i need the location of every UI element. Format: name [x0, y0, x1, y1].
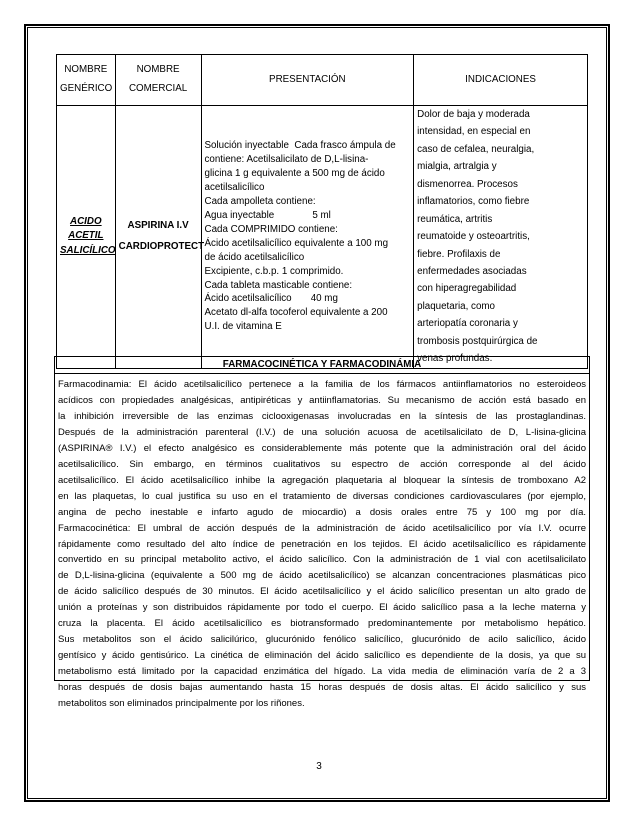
pharmacology-line: de ácido salicílico después de 30 minutos. El ácido acetilsalicílico y el ácido salicílico presentan un alto grado de	[58, 586, 586, 598]
presentation-line: Excipiente, c.b.p. 1 comprimido.	[204, 265, 344, 277]
pharmacology-line: Después de la administración parenteral (I.V.) de una solución acuosa de acetilsalicilato de D, L-lisina-glicina	[58, 426, 586, 438]
page-number: 3	[316, 761, 322, 772]
pharmacology-line: la inhibición irreversible de las enzimas ciclooxigenasas involucradas en la síntesis de las prostaglandinas.	[58, 410, 586, 422]
indications-line: trombosis postquirúrgica de	[417, 335, 538, 347]
pharmacology-section	[54, 356, 590, 710]
indications-line: inflamatorios, como fiebre	[417, 196, 530, 208]
pharmacology-line: rápidamente como resultado del alto índice de penetración en los tejidos. El ácido acetilsalicílico es rápidamente	[58, 538, 586, 550]
header-commercial-line-1: NOMBRE	[136, 64, 180, 76]
indications-line: intensidad, en especial en	[417, 126, 531, 138]
presentation-line: U.I. de vitamina E	[204, 321, 282, 333]
generic-name-line-2: SALICÍLICO	[60, 245, 116, 257]
indications-line: arteriopatía coronaria y	[417, 318, 518, 330]
pharmacology-title: FARMACOCINÉTICA Y FARMACODINÁMIA	[55, 357, 589, 374]
presentation-line: Ácido acetilsalicílico equivalente a 100 mg	[204, 237, 389, 249]
pharmacology-line: Farmacocinética: El umbral de acción después de la administración de ácido acetilsalicílico por vía I.V. ocurre	[58, 522, 586, 534]
pharmacology-line: cruza la placenta. El ácido acetilsalicílico es biotransformado predominantemente por metabolismo hepático.	[58, 618, 586, 630]
pharmacology-line: de D,L-lisina-glicina (equivalente a 500 mg de ácido acetilsalicílico) se alcanzan concentraciones plasmáticas pico	[58, 570, 586, 582]
indications-line: reumática, artritis	[417, 213, 493, 225]
pharmacology-line: acetilsalicílico. El ácido acetilsalicílico inhibe la agregación plaquetaria al bloquear la síntesis de tromboxano A2	[58, 474, 586, 486]
pharmacology-line: angina de pecho inestable e infarto agudo de miocardio) a dosis orales entre 75 y 100 mg por día.	[58, 506, 586, 518]
header-generic-line-1: NOMBRE	[64, 64, 108, 76]
indications-line: enfermedades asociadas	[417, 265, 527, 277]
commercial-name-cell	[115, 106, 205, 369]
pharmacology-line: horas después de dosis bajas aumentando hasta 15 horas después de dosis altas. El ácido salicílico y sus	[58, 682, 586, 694]
commercial-name-line-1: ASPIRINA I.V	[127, 220, 189, 232]
commercial-name-line-2: CARDIOPROTECT	[118, 240, 205, 252]
pharmacology-line: acídicos con propiedades analgésicas, antipiréticas y antiinflamatorias. Su mecanismo de acción está basado en	[58, 394, 586, 406]
presentation-line: de ácido acetilsalicílico	[204, 251, 305, 263]
header-generic-line-2: GENÉRICO	[60, 83, 113, 94]
indications-line: reumatoide y osteoartritis,	[417, 231, 530, 243]
presentation-line: Agua inyectable 5 ml	[204, 209, 331, 221]
pharmacology-line: metabolismo está limitado por la capacidad enzimática del hígado. La vida media de eliminación varía de 2 a 3	[58, 666, 586, 678]
presentation-line: Solución inyectable Cada frasco ámpula de	[204, 140, 396, 152]
pharmacology-line: unión a proteínas y son distribuidos rápidamente por todo el cuerpo. El ácido salicílico pasa a la leche materna y	[58, 602, 586, 614]
presentation-line: acetilsalicílico	[204, 182, 265, 194]
indications-line: plaquetaria, como	[417, 300, 496, 312]
header-generic-name	[57, 55, 116, 106]
pharmacology-line: convertido en su principal metabolito activo, el ácido salicílico. Con la administración de 1 vial con acetilsalicilato	[58, 554, 586, 566]
presentation-line: glicina 1 g equivalente a 500 mg de ácido	[204, 168, 385, 180]
header-presentation: PRESENTACIÓN	[201, 55, 414, 106]
presentation-line: contiene: Acetilsalicilato de D,L-lisina-	[204, 154, 369, 166]
presentation-line: Cada ampolleta contiene:	[204, 196, 316, 208]
pharmacology-line: en las plaquetas, lo cual justifica su uso en el tratamiento de diversas condiciones cardiovasculares (por ejemplo,	[58, 490, 586, 502]
pharmacology-line: gentísico y ácido gentisúrico. La cinética de eliminación del ácido salicílico es dependiente de la dosis, ya que su	[58, 650, 586, 662]
presentation-line: Cada COMPRIMIDO contiene:	[204, 223, 338, 235]
header-commercial-name	[115, 55, 201, 106]
indications-line: mialgia, artralgia y	[417, 161, 497, 173]
generic-name-line-1: ACIDO ACETIL	[68, 215, 104, 242]
table-row	[57, 106, 588, 369]
indications-line: con hiperagregabilidad	[417, 283, 517, 295]
table-header-row	[57, 55, 588, 106]
header-commercial-line-2: COMERCIAL	[128, 83, 188, 94]
indications-line: dismenorrea. Procesos	[417, 178, 518, 190]
presentation-line: Acetato dl-alfa tocoferol equivalente a 200	[204, 307, 388, 319]
pharmacology-body	[55, 374, 589, 712]
pharmacology-line: Sus metabolitos son el ácido salicilúrico, glucurónido fenólico salicílico, glucurónido de acilo salicílico, ácido	[58, 634, 586, 646]
indications-line: caso de cefalea, neuralgia,	[417, 143, 535, 155]
presentation-line: Cada tableta masticable contiene:	[204, 279, 353, 291]
presentation-line: Ácido acetilsalicílico 40 mg	[204, 293, 338, 305]
presentation-cell	[201, 106, 414, 369]
indications-line: Dolor de baja y moderada	[417, 109, 530, 120]
generic-name-cell	[57, 106, 116, 369]
indications-line: venas profundas.	[417, 353, 493, 365]
drug-info-table	[56, 54, 588, 369]
pharmacology-line: acetilsalicílico. Sin embargo, en términos cualitativos su espectro de acción corresponde al del ácido	[58, 458, 586, 470]
indications-line: fiebre. Profilaxis de	[417, 248, 501, 260]
pharmacology-line: (ASPIRINA® I.V.) el efecto analgésico es considerablemente más potente que la administración oral del ácido	[58, 442, 586, 454]
header-indications: INDICACIONES	[414, 55, 588, 106]
pharmacology-line: Farmacodinamia: El ácido acetilsalicílico pertenece a la familia de los fármacos antiinflamatorios no esteroideos	[58, 379, 586, 390]
pharmacology-line: metabolitos son eliminados principalmente por los riñones.	[58, 698, 305, 710]
indications-cell	[414, 106, 588, 369]
